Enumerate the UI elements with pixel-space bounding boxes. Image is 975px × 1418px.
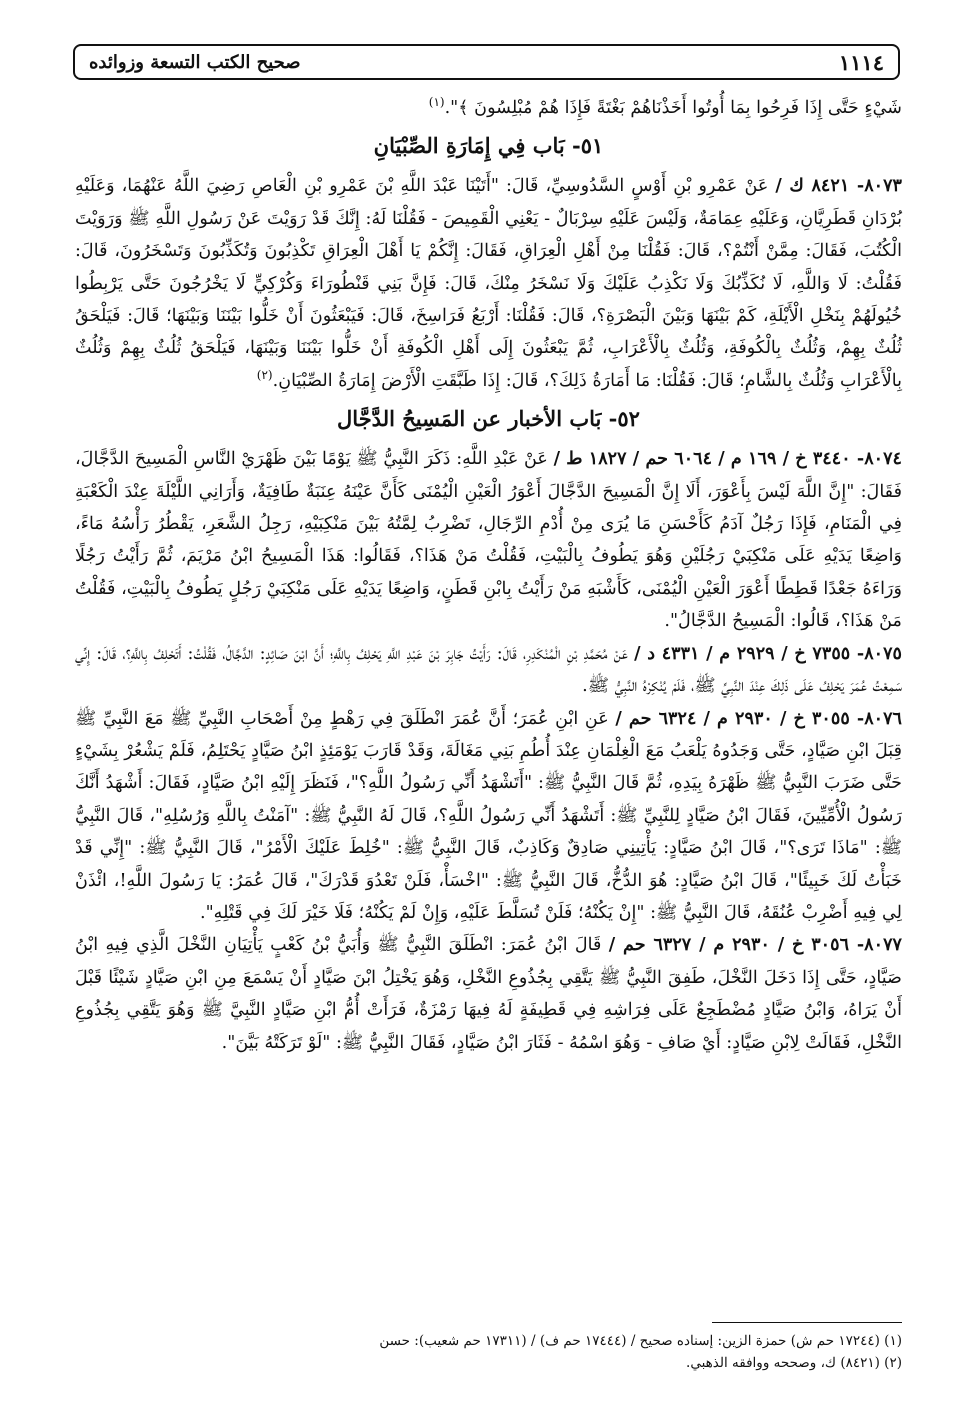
hadith-number: ٨٠٧٥- ٧٣٥٥ خ / ٢٩٢٩ م / ٤٣٣١ د / [634, 642, 903, 664]
main-text [75, 92, 902, 1059]
hadith-8076: ٨٠٧٦- ٣٠٥٥ خ / ٢٩٣٠ م / ٦٣٢٤ حم / عَنِ ابْنِ عُمَرَ؛ أَنَّ عُمَرَ انْطَلَقَ فِي رَهْطٍ مِنْ أَصْحَابِ النَّبِيِّ ﷺ مَعَ النَّبِيِّ ﷺ قِبَلَ ابْنِ صَيَّادٍ، حَتَّى وَجَدُوهُ يَلْعَبُ مَعَ الْغِلْمَانِ عِنْدَ أُطُمِ بَنِي مَغَالَةَ، وَقَدْ قَارَبَ يَوْمَئِذٍ ابْنُ صَيَّادٍ يَحْتَلِمُ، فَلَمْ يَشْعُرْ بِشَيْءٍ حَتَّى ضَرَبَ النَّبِيُّ ﷺ ظَهْرَهُ بِيَدِهِ، ثُمَّ قَالَ النَّبِيُّ ﷺ: "أَتَشْهَدُ أَنِّي رَسُولُ اللَّهِ؟"، فَنَظَرَ إِلَيْهِ ابْنُ صَيَّادٍ، فَقَالَ: أَشْهَدُ أَنَّكَ رَسُولُ الْأُمِّيِّينَ، فَقَالَ ابْنُ صَيَّادٍ لِلنَّبِيِّ ﷺ: أَتَشْهَدُ أَنِّي رَسُولُ اللَّهِ؟، قَالَ لَهُ النَّبِيُّ ﷺ: "آمَنْتُ بِاللَّهِ وَرُسُلِهِ"، قَالَ النَّبِيُّ ﷺ: "مَاذَا تَرَى؟"، قَالَ ابْنُ صَيَّادٍ: يَأْتِينِي صَادِقٌ وَكَاذِبٌ، قَالَ النَّبِيُّ ﷺ: "خُلِطَ عَلَيْكَ الْأَمْرُ"، قَالَ النَّبِيُّ ﷺ: "إِنِّي قَدْ خَبَأْتُ لَكَ خَبِيئًا"، قَالَ ابْنُ صَيَّادٍ: هُوَ الدُّخُّ، قَالَ النَّبِيُّ ﷺ: "اخْسَأْ، فَلَنْ تَعْدُوَ قَدْرَكَ"، قَالَ عُمَرُ: يَا رَسُولَ اللَّهِ!، ائْذَنْ لِي فِيهِ أَضْرِبْ عُنُقَهُ، قَالَ النَّبِيُّ ﷺ: "إِنْ يَكُنْهُ؛ فَلَنْ تُسَلَّطَ عَلَيْهِ، وَإِنْ لَمْ يَكُنْهُ؛ فَلَا خَيْرَ لَكَ فِي قَتْلِهِ". [75, 707, 903, 923]
hadith-number: ٨٠٧٧- ٣٠٥٦ خ / ٢٩٣٠ م / ٦٣٢٧ حم / [608, 934, 902, 956]
section-heading: ٥١- بَاب فِي إِمَارَةِ الصِّبْيَانِ [373, 133, 604, 159]
hadith-number: ٨٠٧٤- ٣٤٤٠ خ / ١٦٩ م / ٦٠٦٤ حم / ١٨٢٧ ط / [553, 448, 903, 470]
hadith-8075: ٨٠٧٥- ٧٣٥٥ خ / ٢٩٢٩ م / ٤٣٣١ د / عَنْ مُحَمَّدِ بْنِ الْمُنْكَدِرِ، قَالَ: رَأَيْتُ جَابِرَ بْنَ عَبْدِ اللَّهِ يَحْلِفُ بِاللَّهِ؛ أَنَّ ابْنَ صَائِدٍ: الدَّجَّالُ، فَقُلْتُ: أَتَحْلِفُ بِاللَّهِ؟، قَالَ: إِنِّي سَمِعْتُ عُمَرَ يَحْلِفُ عَلَى ذَلِكَ عِنْدَ النَّبِيِّ ﷺ، فَلَمْ يُنْكِرْهُ النَّبِيُّ ﷺ. [75, 642, 903, 697]
book-title: صحيح الكتب التسعة وزوائده [89, 51, 301, 73]
footnote-divider [712, 1322, 902, 1323]
footnote-ref[interactable]: (١) [428, 95, 445, 110]
footnotes [75, 1330, 902, 1374]
section-heading: ٥٢- بَاب الأخبار عن المَسِيحُ الدَّجَّال [337, 406, 640, 432]
running-header [73, 44, 900, 80]
hadith-number: ٨٠٧٣- ٨٤٢١ ك / [775, 175, 902, 197]
page-number: ١١١٤ [838, 49, 884, 75]
hadith-8073: ٨٠٧٣- ٨٤٢١ ك / عَنْ عَمْرِو بْنِ أَوْسٍ السَّدُوسِيِّ، قَالَ: "أَتَيْنَا عَبْدَ اللَّهِ بْنَ عَمْرِو بْنِ الْعَاصِ رَضِيَ اللَّهُ عَنْهُمَا، وَعَلَيْهِ بُرْدَانِ قَطَرِيَّانِ، وَعَلَيْهِ عِمَامَةٌ، وَلَيْسَ عَلَيْهِ سِرْبَالٌ - يَعْنِي الْقَمِيصَ - فَقُلْنَا لَهُ: إِنَّكَ قَدْ رَوَيْتَ عَنْ رَسُولِ اللَّهِ ﷺ وَرَوَيْتَ الْكُتُبَ، فَقَالَ: مِمَّنْ أَنْتُمْ؟، قَالَ: فَقُلْنَا مِنْ أَهْلِ الْعِرَاقِ، فَقَالَ: إِنَّكُمْ يَا أَهْلَ الْعِرَاقِ تَكْذِبُونَ وَتُكَذِّبُونَ وَتَسْخَرُونَ، قَالَ: فَقُلْتُ: لَا وَاللَّهِ، لَا نُكَذِّبُكَ وَلَا نَكْذِبُ عَلَيْكَ وَلَا نَسْخَرُ مِنْكَ، قَالَ: فَإِنَّ بَنِي قَنْطُورَاءَ وَكُرْكِيٍّ لَا يَخْرُجُونَ حَتَّى يَرْبِطُوا خُيُولَهُمْ بِنَخْلِ الْأَيْلَةِ، كَمْ بَيْنَهَا وَبَيْنَ الْبَصْرَةِ؟، قَالَ: فَقُلْنَا: أَرْبَعُ فَرَاسِخَ، قَالَ: فَيَبْعَثُونَ أَنْ خَلُّوا بَيْنَنَا وَبَيْنَهَا؛ قَالَ: فَيَلْحَقُ ثُلُثٌ بِهِمْ، وَثُلُثٌ بِالْكُوفَةِ، وَثُلُثٌ بِالْأَعْرَابِ، ثُمَّ يَبْعَثُونَ إِلَى أَهْلِ الْكُوفَةِ أَنْ خَلُّوا بَيْنَنَا وَبَيْنَهَا، فَيَلْحَقُ ثُلُثٌ بِهِمْ وَثُلُثٌ بِالْأَعْرَابِ وَثُلُثٌ بِالشَّامِ؛ قَالَ: فَقُلْنَا: مَا أَمَارَةُ ذَلِكَ؟، قَالَ: إِذَا طَبَّقَتِ الْأَرْضَ إِمَارَةُ الصِّبْيَانِ.$^{(٢)}$ [75, 175, 902, 391]
hadith-8074: ٨٠٧٤- ٣٤٤٠ خ / ١٦٩ م / ٦٠٦٤ حم / ١٨٢٧ ط / عَنْ عَبْدِ اللَّهِ: ذَكَرَ النَّبِيُّ ﷺ يَوْمًا بَيْنَ ظَهْرَيْ النَّاسِ الْمَسِيحَ الدَّجَّالَ، فَقَالَ: "إِنَّ اللَّهَ لَيْسَ بِأَعْوَرَ، أَلَا إِنَّ الْمَسِيحَ الدَّجَّالَ أَعْوَرُ الْعَيْنِ الْيُمْنَى كَأَنَّ عَيْنَهُ عِنَبَةٌ طَافِيَةٌ، وَأَرَانِي اللَّيْلَةَ عِنْدَ الْكَعْبَةِ فِي الْمَنَامِ، فَإِذَا رَجُلٌ آدَمُ كَأَحْسَنِ مَا يُرَى مِنْ أُدْمِ الرِّجَالِ، تَضْرِبُ لِمَّتُهُ بَيْنَ مَنْكِبَيْهِ، رَجِلُ الشَّعَرِ، يَقْطُرُ رَأْسُهُ مَاءً، وَاضِعًا يَدَيْهِ عَلَى مَنْكِبَيْ رَجُلَيْنِ وَهُوَ يَطُوفُ بِالْبَيْتِ، فَقُلْتُ مَنْ هَذَا؟، فَقَالُوا: هَذَا الْمَسِيحُ ابْنُ مَرْيَمَ، ثُمَّ رَأَيْتُ رَجُلًا وَرَاءَهُ جَعْدًا قَطِطًا أَعْوَرَ الْعَيْنِ الْيُمْنَى، كَأَشْبَهِ مَنْ رَأَيْتُ بِابْنِ قَطَنٍ، وَاضِعًا يَدَيْهِ عَلَى مَنْكِبَيْ رَجُلٍ يَطُوفُ بِالْبَيْتِ، فَقُلْتُ مَنْ هَذَا؟، قَالُوا: الْمَسِيحُ الدَّجَّالُ". [75, 448, 903, 632]
hadith-8077: ٨٠٧٧- ٣٠٥٦ خ / ٢٩٣٠ م / ٦٣٢٧ حم / قَالَ ابْنُ عُمَرَ: انْطَلَقَ النَّبِيُّ ﷺ وَأُبَيُّ بْنُ كَعْبٍ يَأْتِيَانِ النَّخْلَ الَّذِي فِيهِ ابْنُ صَيَّادٍ، حَتَّى إِذَا دَخَلَ النَّخْلَ، طَفِقَ النَّبِيُّ ﷺ يَتَّقِي بِجُذُوعِ النَّخْلِ، وَهُوَ يَخْتِلُ ابْنَ صَيَّادٍ أَنْ يَسْمَعَ مِنِ ابْنِ صَيَّادٍ شَيْئًا قَبْلَ أَنْ يَرَاهُ، وَابْنُ صَيَّادٍ مُضْطَجِعٌ عَلَى فِرَاشِهِ فِي قَطِيفَةٍ لَهُ فِيهَا رَمْزَةٌ، فَرَأَتْ أُمُّ ابْنِ صَيَّادٍ النَّبِيَّ ﷺ وَهُوَ يَتَّقِي بِجُذُوعِ النَّخْلِ، فَقَالَتْ لِابْنِ صَيَّادٍ: أَيْ صَافِ - وَهُوَ اسْمُهُ - فَثَارَ ابْنُ صَيَّادٍ، فَقَالَ النَّبِيُّ ﷺ: "لَوْ تَرَكَتْهُ بَيَّنَ". [75, 934, 902, 1053]
continued-verse: شَيْءٍ حَتَّى إِذَا فَرِحُوا بِمَا أُوتُوا أَخَذْنَاهُمْ بَغْتَةً فَإِذَا هُمْ مُبْلِسُونَ ﴾".$^{(١)}$ [428, 95, 902, 118]
footnote-1: (١) (١٧٢٤٤ حم ش) حمزة الزين: إسناده صحيح / (١٧٤٤٤ حم ف) / (١٧٣١١ حم شعيب): حسن [379, 1333, 902, 1349]
footnote-ref[interactable]: (٢) [256, 367, 273, 382]
hadith-number: ٨٠٧٦- ٣٠٥٥ خ / ٢٩٣٠ م / ٦٣٢٤ حم / [615, 707, 903, 729]
footnote-2: (٢) (٨٤٢١) ك، وصححه ووافقه الذهبي. [686, 1355, 902, 1371]
